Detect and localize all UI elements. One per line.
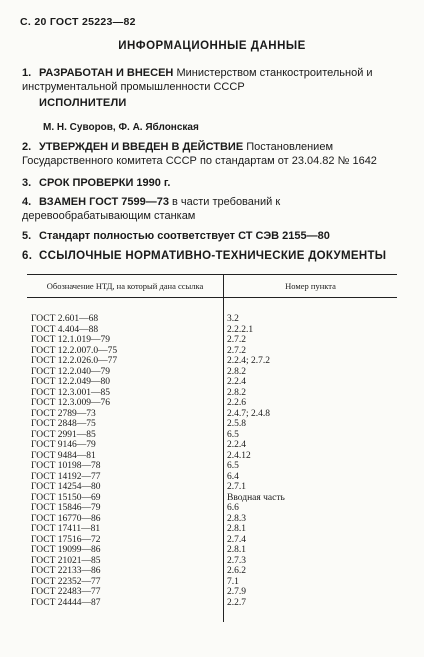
clause-number: 2.8.1 xyxy=(227,524,246,534)
item-3 xyxy=(22,176,402,190)
item-lead: ВЗАМЕН ГОСТ 7599—73 xyxy=(39,196,169,208)
clause-number: 2.8.2 xyxy=(227,366,246,377)
item-text: Министерством станкостроительной и инструментальной промышленности СССР xyxy=(22,67,373,93)
table-row xyxy=(27,430,397,441)
table-row xyxy=(27,398,397,409)
reference-document: ГОСТ 22483—77 xyxy=(27,587,224,598)
table-row xyxy=(27,535,397,546)
clause-number: 3.2 xyxy=(227,314,239,324)
reference-document: ГОСТ 2991—85 xyxy=(27,430,224,441)
table-row xyxy=(27,451,397,462)
clause-number: 7.1 xyxy=(227,576,239,587)
clause-number: 6.6 xyxy=(227,503,239,513)
reference-document: ГОСТ 12.2.049—80 xyxy=(27,377,224,388)
clause-number: 6.5 xyxy=(227,429,239,440)
table-row xyxy=(27,493,397,504)
reference-document: ГОСТ 4.404—88 xyxy=(27,325,224,336)
reference-document: ГОСТ 2789—73 xyxy=(27,409,224,420)
section-6-heading xyxy=(22,250,386,262)
item-2 xyxy=(22,140,402,168)
item-5 xyxy=(22,229,402,243)
reference-document: ГОСТ 9484—81 xyxy=(27,451,224,462)
reference-document: ГОСТ 10198—78 xyxy=(27,461,224,472)
reference-document: ГОСТ 9146—79 xyxy=(27,440,224,451)
reference-document: ГОСТ 22352—77 xyxy=(27,577,224,588)
table-row xyxy=(27,524,397,535)
clause-number: 2.2.4; 2.7.2 xyxy=(227,356,271,366)
reference-document: ГОСТ 2.601—68 xyxy=(27,298,224,325)
clause-number: 2.4.12 xyxy=(227,450,251,461)
reference-document: ГОСТ 12.2.007.0—75 xyxy=(27,346,224,357)
table-row xyxy=(27,587,397,598)
item-lead: СРОК ПРОВЕРКИ 1990 г. xyxy=(39,177,171,189)
reference-document: ГОСТ 15846—79 xyxy=(27,503,224,514)
clause-number: 2.8.3 xyxy=(227,513,246,524)
clause-number: 2.5.8 xyxy=(227,419,246,429)
table-row xyxy=(27,577,397,588)
col-header-clause: Номер пункта xyxy=(224,275,398,298)
item-number: 5. xyxy=(22,230,32,242)
reference-document: ГОСТ 22133—86 xyxy=(27,566,224,577)
clause-number: Вводная часть xyxy=(227,492,285,503)
clause-number: 2.7.2 xyxy=(227,335,246,345)
clause-number: 2.2.6 xyxy=(227,398,246,408)
clause-number: 2.2.4 xyxy=(227,377,246,387)
table-row xyxy=(27,461,397,472)
table-body xyxy=(27,298,397,623)
clause-number: 2.2.4 xyxy=(227,440,246,450)
item-number: 2. xyxy=(22,141,32,153)
table-row xyxy=(27,409,397,420)
reference-document: ГОСТ 12.2.040—79 xyxy=(27,367,224,378)
references-table xyxy=(27,274,397,622)
clause-number: 2.7.2 xyxy=(227,345,246,356)
reference-document: ГОСТ 17411—81 xyxy=(27,524,224,535)
section-number: 6. xyxy=(22,250,33,262)
item-lead: УТВЕРЖДЕН И ВВЕДЕН В ДЕЙСТВИЕ xyxy=(39,141,244,153)
reference-document: ГОСТ 24444—87 xyxy=(27,598,224,623)
clause-number: 6.4 xyxy=(227,471,239,482)
reference-document: ГОСТ 16770—86 xyxy=(27,514,224,525)
item-number: 3. xyxy=(22,177,32,189)
clause-number: 2.7.9 xyxy=(227,587,246,597)
table-row xyxy=(27,325,397,336)
table-row xyxy=(27,556,397,567)
table-row xyxy=(27,514,397,525)
clause-number: 2.6.2 xyxy=(227,566,246,576)
clause-number: 2.8.1 xyxy=(227,545,246,555)
reference-document: ГОСТ 17516—72 xyxy=(27,535,224,546)
clause-number: 2.4.7; 2.4.8 xyxy=(227,408,271,419)
clause-number: 2.8.2 xyxy=(227,387,246,398)
item-4 xyxy=(22,195,402,223)
table-row xyxy=(27,503,397,514)
executors-names: М. Н. Суворов, Ф. А. Яблонская xyxy=(43,122,199,133)
reference-document: ГОСТ 2848—75 xyxy=(27,419,224,430)
table-row xyxy=(27,335,397,346)
clause-number: 2.7.4 xyxy=(227,534,246,545)
item-text: в части требований к деревообрабатывающим станкам xyxy=(22,196,281,222)
item-text: Постановлением Государственного комитета СССР по стандартам от 23.04.82 № 1642 xyxy=(22,141,377,167)
table-row xyxy=(27,298,397,325)
reference-document: ГОСТ 12.1.019—79 xyxy=(27,335,224,346)
clause-number: 6.5 xyxy=(227,461,239,471)
table-row xyxy=(27,482,397,493)
table-row xyxy=(27,598,397,623)
table-row xyxy=(27,356,397,367)
reference-document: ГОСТ 15150—69 xyxy=(27,493,224,504)
table-row xyxy=(27,566,397,577)
table-row xyxy=(27,545,397,556)
clause-number: 2.2.2.1 xyxy=(227,324,254,335)
item-1 xyxy=(22,66,402,94)
col-header-document: Обозначение НТД, на который дана ссылка xyxy=(27,275,224,298)
table-row xyxy=(27,440,397,451)
table-row xyxy=(27,388,397,399)
item-lead: Стандарт полностью соответствует СТ СЭВ 2155—80 xyxy=(39,230,330,242)
clause-number: 2.2.7 xyxy=(227,597,246,608)
clause-number: 2.7.1 xyxy=(227,482,246,492)
executors-title: ИСПОЛНИТЕЛИ xyxy=(39,97,127,109)
table-row xyxy=(27,419,397,430)
reference-document: ГОСТ 14192—77 xyxy=(27,472,224,483)
page-title: ИНФОРМАЦИОННЫЕ ДАННЫЕ xyxy=(118,40,306,52)
item-number: 4. xyxy=(22,196,32,208)
item-lead: РАЗРАБОТАН И ВНЕСЕН xyxy=(39,67,174,79)
item-number: 1. xyxy=(22,67,32,79)
table-row xyxy=(27,472,397,483)
table-row xyxy=(27,377,397,388)
reference-document: ГОСТ 14254—80 xyxy=(27,482,224,493)
reference-document: ГОСТ 12.2.026.0—77 xyxy=(27,356,224,367)
reference-document: ГОСТ 12.3.009—76 xyxy=(27,398,224,409)
reference-document: ГОСТ 19099—86 xyxy=(27,545,224,556)
table-row xyxy=(27,346,397,357)
page-header: С. 20 ГОСТ 25223—82 xyxy=(20,16,136,28)
table-row xyxy=(27,367,397,378)
reference-document: ГОСТ 12.3.001—85 xyxy=(27,388,224,399)
table-header-row xyxy=(27,275,397,298)
clause-number: 2.7.3 xyxy=(227,555,246,566)
section-title: ССЫЛОЧНЫЕ НОРМАТИВНО-ТЕХНИЧЕСКИЕ ДОКУМЕНТЫ xyxy=(39,250,387,262)
reference-document: ГОСТ 21021—85 xyxy=(27,556,224,567)
